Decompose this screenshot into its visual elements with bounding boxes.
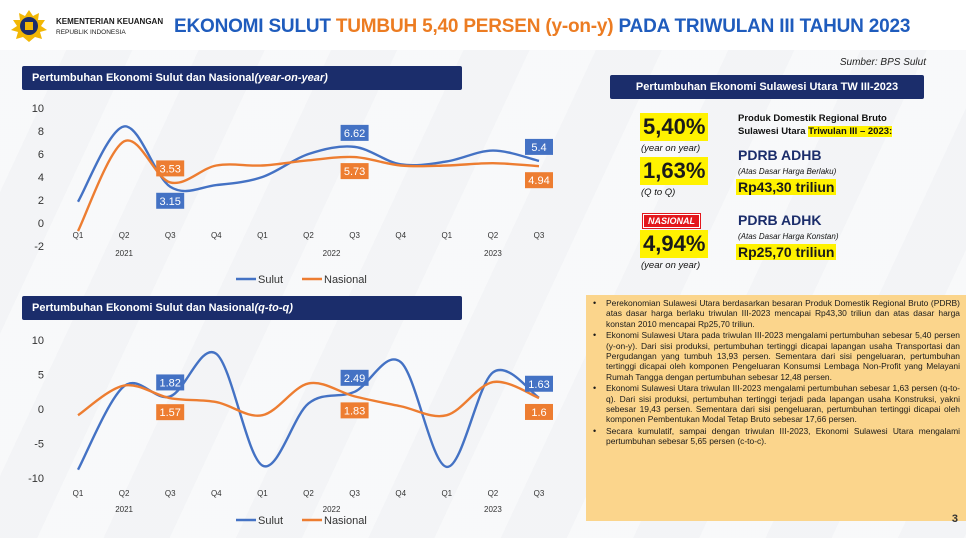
data-label: 5.4 [531,141,547,154]
y-tick-label: -10 [28,473,44,485]
adhk-subtitle: (Atas Dasar Harga Konstan) [738,232,839,241]
data-label: 1.57 [159,407,181,420]
x-tick-label: Q1 [257,489,268,498]
y-tick-label: 6 [37,149,44,161]
data-label: 3.15 [159,195,181,208]
data-label: 2.49 [343,372,366,385]
data-label: 1.82 [159,377,181,390]
x-tick-label: Q3 [349,489,360,498]
x-tick-label: Q1 [257,231,268,240]
chart2-title-em: (q-to-q) [254,302,293,314]
data-label: 1.63 [528,378,550,391]
ministry-logo [8,8,168,44]
data-label: 3.53 [159,163,181,176]
chart1-title-plain: Pertumbuhan Ekonomi Sulut dan Nasional [32,72,255,84]
legend-label: Sulut [258,515,284,527]
summary-header: Pertumbuhan Ekonomi Sulawesi Utara TW III-2023 [610,75,924,99]
chart2-title-plain: Pertumbuhan Ekonomi Sulut dan Nasional [32,302,255,314]
qtq-value: 1,63% [640,157,708,185]
adhb-name: PDRB ADHB [738,147,822,163]
summary-panel [640,105,940,285]
x-tick-label: Q4 [395,489,407,498]
pdrb-title-line1: Produk Domestik Regional Bruto [738,113,887,124]
x-tick-label: Q2 [303,489,314,498]
x-tick-label: Q2 [303,231,314,240]
qtq-label: (Q to Q) [641,187,676,198]
yoy-label: (year on year) [641,143,701,154]
x-tick-label: Q3 [164,231,176,240]
title-part1: EKONOMI SULUT [174,16,336,37]
summary-bullets-box [586,295,966,525]
page-title [174,16,910,38]
year-label: 2021 [115,505,133,514]
x-tick-label: Q2 [118,489,130,498]
data-label: 4.94 [528,175,550,188]
x-tick-label: Q3 [164,489,176,498]
x-tick-label: Q3 [533,489,545,498]
x-tick-label: Q2 [487,231,499,240]
title-part2: TUMBUH 5,40 PERSEN (y-on-y) [335,16,614,37]
y-tick-label: -2 [34,241,44,253]
bullet-list [590,298,960,447]
nasional-label: (year on year) [641,260,701,271]
bullet-item: • Secara kumulatif, sampai dengan triwulan III-2023, Ekonomi Sulawesi Utara mengalami pertumbuhan sebesar 5,65 persen (c-to-c). [590,426,960,447]
page-number: 3 [951,513,958,525]
pdrb-title-line2-plain: Sulawesi Utara [738,126,809,137]
logo-text-line2: REPUBLIK INDONESIA [56,29,126,36]
y-tick-label: 10 [31,335,44,347]
data-label: 6.62 [343,127,366,140]
y-tick-label: 0 [37,218,44,230]
nasional-value: 4,94% [640,230,708,258]
x-tick-label: Q1 [441,231,453,240]
year-label: 2023 [484,249,502,258]
y-tick-label: 2 [37,195,44,207]
x-tick-label: Q4 [395,231,407,240]
y-tick-label: 8 [37,126,44,138]
bullet-item: • Perekonomian Sulawesi Utara berdasarkan besaran Produk Domestik Regional Bruto (PDRB) atas dasar harga berlaku triwulan III-2023 mencapai Rp43,30 triliun dan atas dasar harga konstan 2010 mencapai Rp25,70 triliun. [590,298,960,329]
nasional-badge: NASIONAL [643,214,700,228]
year-label: 2022 [322,249,341,258]
series-line-nasional [78,382,539,416]
y-tick-label: 10 [31,103,44,115]
y-tick-label: 5 [37,369,44,382]
year-label: 2023 [484,505,502,514]
chart1-title [22,66,462,90]
year-label: 2021 [115,249,133,258]
pdrb-title-line2-highlight: Triwulan III – 2023: [808,126,893,137]
data-label: 1.83 [343,405,366,418]
x-tick-label: Q1 [72,231,84,240]
bullet-item: • Ekonomi Sulawesi Utara triwulan III-2023 mengalami pertumbuhan sebesar 1,63 persen (q-to-q). Dari sisi produksi, pertumbuhan tertinggi terjadi pada lapangan usaha Konstruksi, yakni sebesar 19,43 persen. Sementara dari sisi pengeluaran, pertumbuhan tertinggi dicapai oleh komponen Pembentukan Modal Tetap Bruto sebesar 17,66 persen. [590,383,960,425]
x-tick-label: Q3 [349,231,360,240]
x-tick-label: Q2 [118,231,130,240]
x-tick-label: Q2 [487,489,499,498]
qtq-line-chart [20,326,580,531]
adhk-name: PDRB ADHK [738,212,822,228]
y-tick-label: 4 [37,172,44,184]
legend-label: Nasional [324,274,367,286]
legend-label: Nasional [324,515,367,527]
data-label: 5.73 [343,166,366,179]
x-tick-label: Q1 [72,489,84,498]
adhb-subtitle: (Atas Dasar Harga Berlaku) [738,167,837,176]
chart1-title-em: (year-on-year) [254,72,328,84]
ministry-emblem-icon [8,8,50,44]
legend-label: Sulut [258,274,284,286]
yoy-value: 5,40% [640,113,708,141]
adhk-value: Rp25,70 triliun [738,244,835,260]
logo-text-line1: KEMENTERIAN KEUANGAN [56,17,164,26]
adhb-value: Rp43,30 triliun [738,179,835,195]
pdrb-title-line2 [738,126,892,137]
year-label: 2022 [322,505,341,514]
chart2-title [22,296,462,320]
series-line-sulut [78,352,539,470]
bullet-item: • Ekonomi Sulawesi Utara pada triwulan III-2023 mengalami pertumbuhan sebesar 5,40 persen (y-on-y). Dari sisi produksi, pertumbuhan tertinggi dicapai lapangan usaha Transportasi dan Pergudangan yang tumbuh 13,93 persen. Sementara dari sisi pengeluaran, pertumbuhan tertinggi dicapai oleh komponen Pengeluaran Konsumsi Lembaga Non-Profit yang Melayani Rumah Tangga dengan pertumbuhan sebesar 12,48 persen. [590,330,960,382]
data-label: 1.6 [531,406,547,419]
x-tick-label: Q4 [210,231,222,240]
title-part3: PADA TRIWULAN III TAHUN 2023 [613,16,911,37]
source-note: Sumber: BPS Sulut [839,57,926,68]
y-tick-label: -5 [34,438,44,451]
y-tick-label: 0 [37,404,44,416]
yoy-line-chart [20,96,580,291]
x-tick-label: Q3 [533,231,545,240]
x-tick-label: Q1 [441,489,453,498]
x-tick-label: Q4 [210,489,222,498]
